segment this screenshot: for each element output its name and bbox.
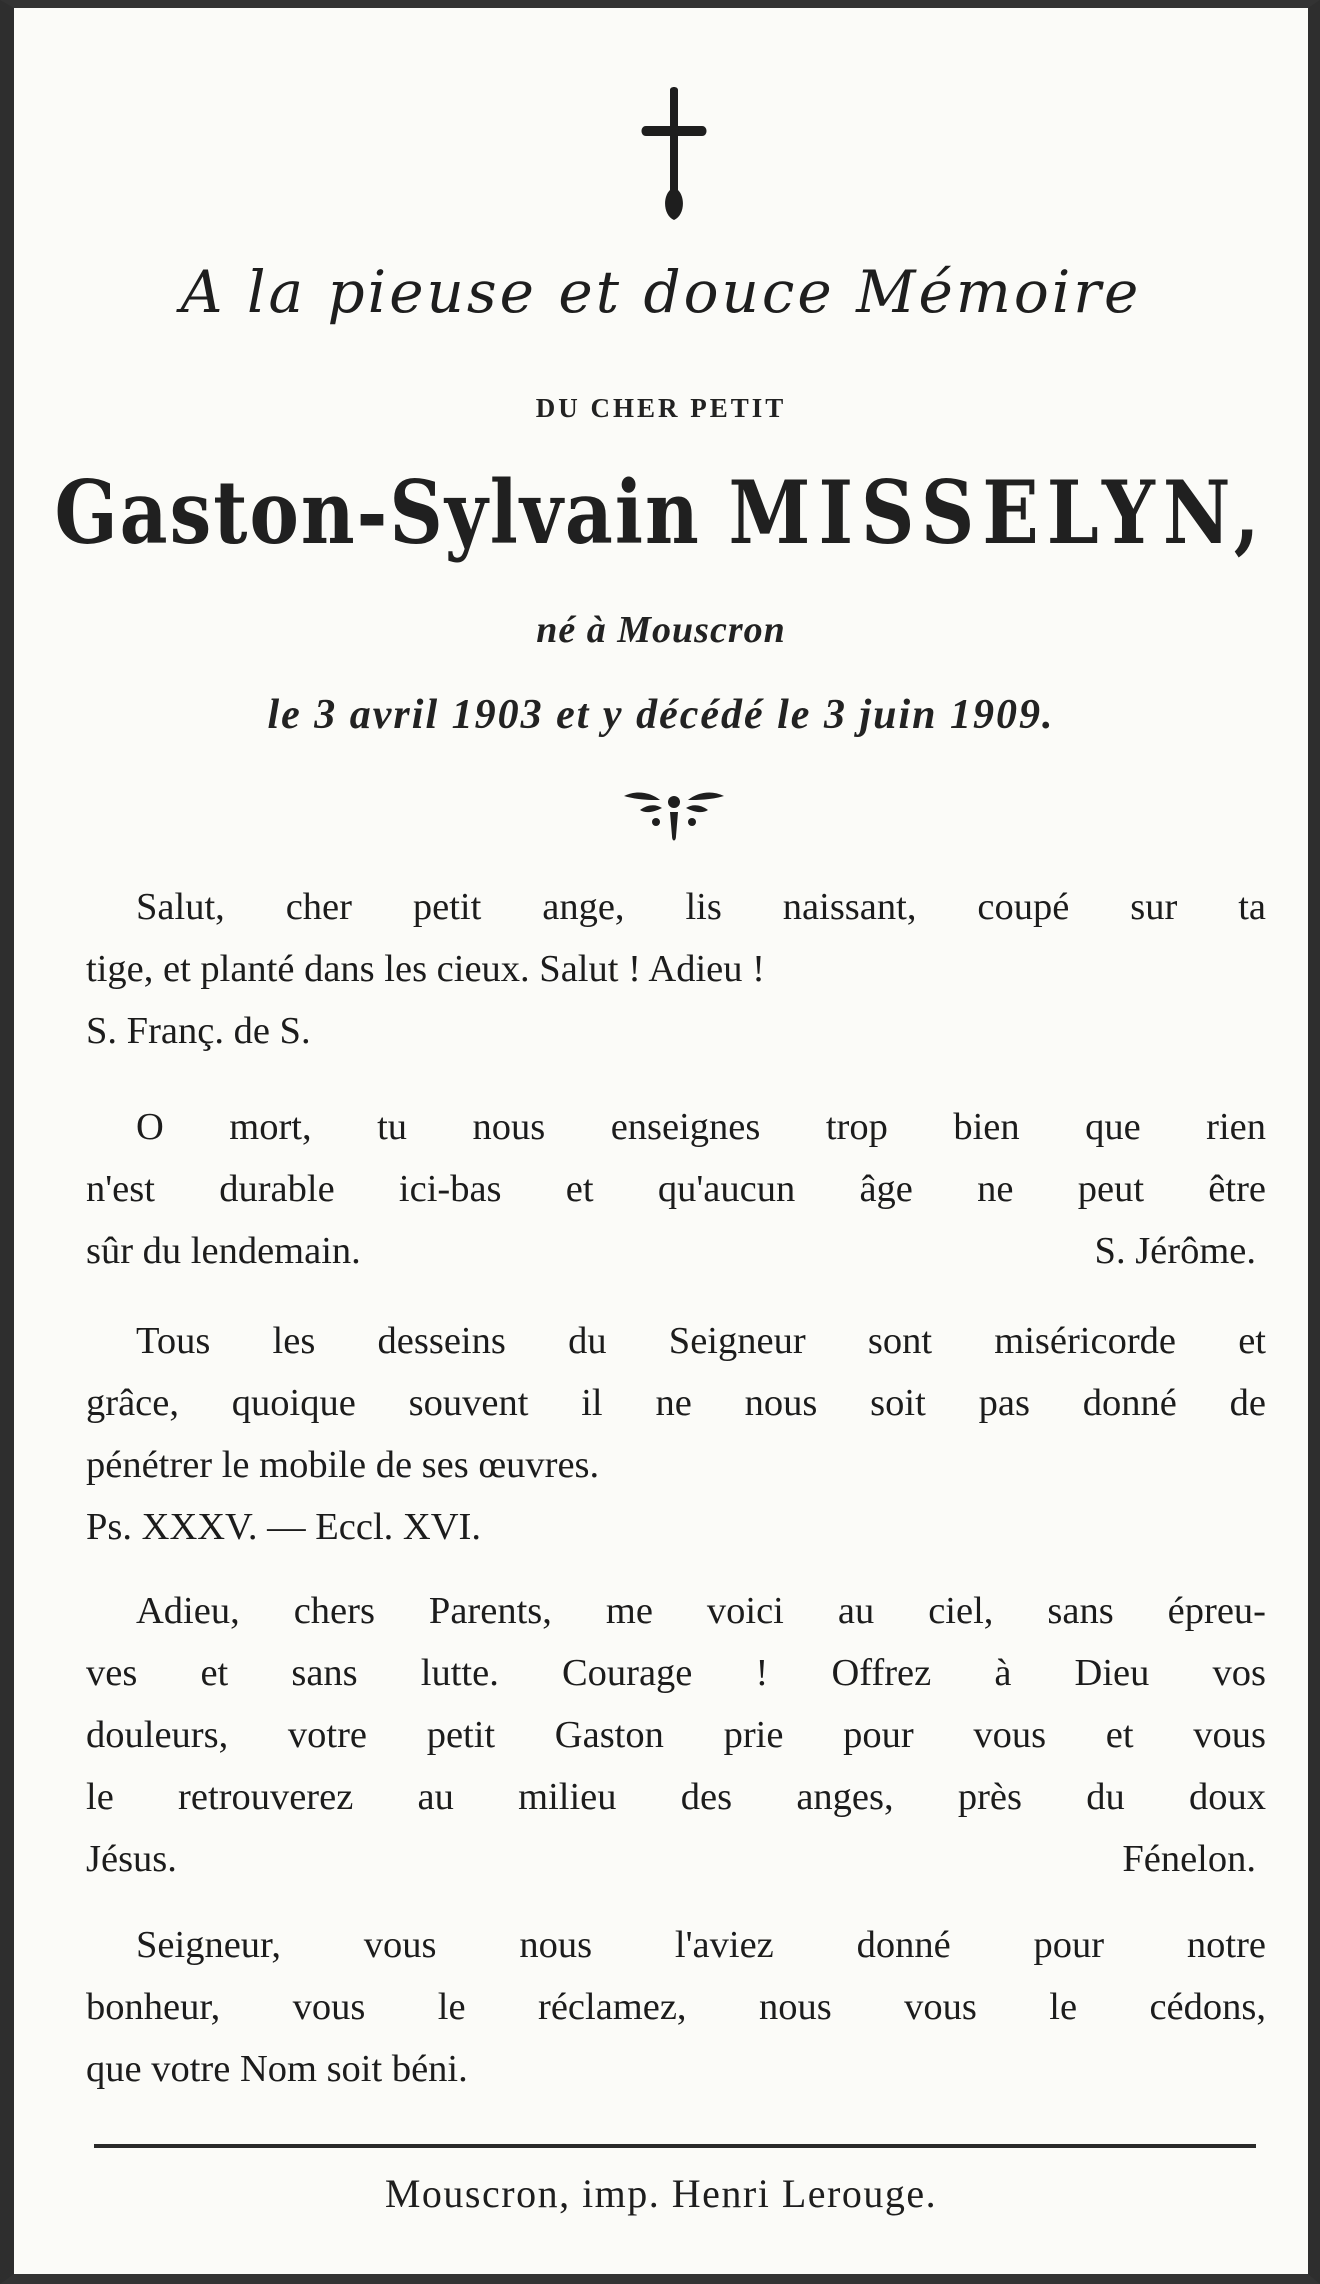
quote-final-row — [86, 1828, 1266, 1890]
quote-attribution: S. Jérôme. — [1094, 1230, 1256, 1272]
quote-line: pénétrer le mobile de ses œuvres. — [86, 1444, 600, 1486]
birth-place: né à Mouscron — [536, 609, 786, 651]
quote-line: que votre Nom soit béni. — [86, 2048, 468, 2090]
quote-attribution: S. Franç. de S. — [86, 1010, 311, 1052]
quote-fenelon — [86, 1580, 1266, 1890]
quote-line: bonheur, vous le réclamez, nous vous le cédons, — [86, 1986, 1266, 2028]
first-name: Gaston-Sylvain — [54, 463, 701, 565]
quote-line: le retrouverez au milieu des anges, près du doux — [86, 1776, 1266, 1818]
quote-line: ves et sans lutte. Courage ! Offrez à Dieu vos — [86, 1652, 1266, 1694]
quote-line: sûr du lendemain. — [86, 1230, 361, 1272]
quote-final-row — [86, 1220, 1266, 1282]
quote-line: Seigneur, vous nous l'aviez donné pour notre — [136, 1924, 1266, 1966]
surname: MISSELYN, — [728, 463, 1268, 565]
quote-line: Salut, cher petit ange, lis naissant, coupé sur ta — [136, 886, 1266, 928]
quote-seigneur — [86, 1914, 1266, 2100]
quote-line: Jésus. — [86, 1838, 177, 1880]
quote-psalms — [86, 1310, 1266, 1558]
quote-francois-de-sales — [86, 876, 1266, 1062]
quote-line: tige, et planté dans les cieux. Salut ! Adieu ! — [86, 948, 765, 990]
floral-ornament-icon — [622, 788, 726, 844]
quote-line: O mort, tu nous enseignes trop bien que rien — [136, 1106, 1266, 1148]
memorial-heading: A la pieuse et douce Mémoire — [180, 258, 1142, 326]
subheading: DU CHER PETIT — [535, 393, 787, 423]
quote-line: douleurs, votre petit Gaston prie pour vous et vous — [86, 1714, 1266, 1756]
quote-jerome — [86, 1096, 1266, 1282]
life-dates: le 3 avril 1903 et y décédé le 3 juin 1909. — [267, 692, 1055, 738]
quote-line: Adieu, chers Parents, me voici au ciel, sans épreu- — [136, 1590, 1266, 1632]
quote-attribution: Ps. XXXV. — Eccl. XVI. — [86, 1506, 481, 1548]
quote-line: n'est durable ici-bas et qu'aucun âge ne peut être — [86, 1168, 1266, 1210]
quote-line: Tous les desseins du Seigneur sont miséricorde et — [136, 1320, 1266, 1362]
footer-divider — [94, 2144, 1256, 2148]
deceased-name — [14, 463, 1308, 564]
printer-credit: Mouscron, imp. Henri Lerouge. — [384, 2171, 938, 2216]
quote-attribution: Fénelon. — [1122, 1838, 1256, 1880]
cross-icon — [636, 86, 712, 226]
quote-line: grâce, quoique souvent il ne nous soit pas donné de — [86, 1382, 1266, 1424]
